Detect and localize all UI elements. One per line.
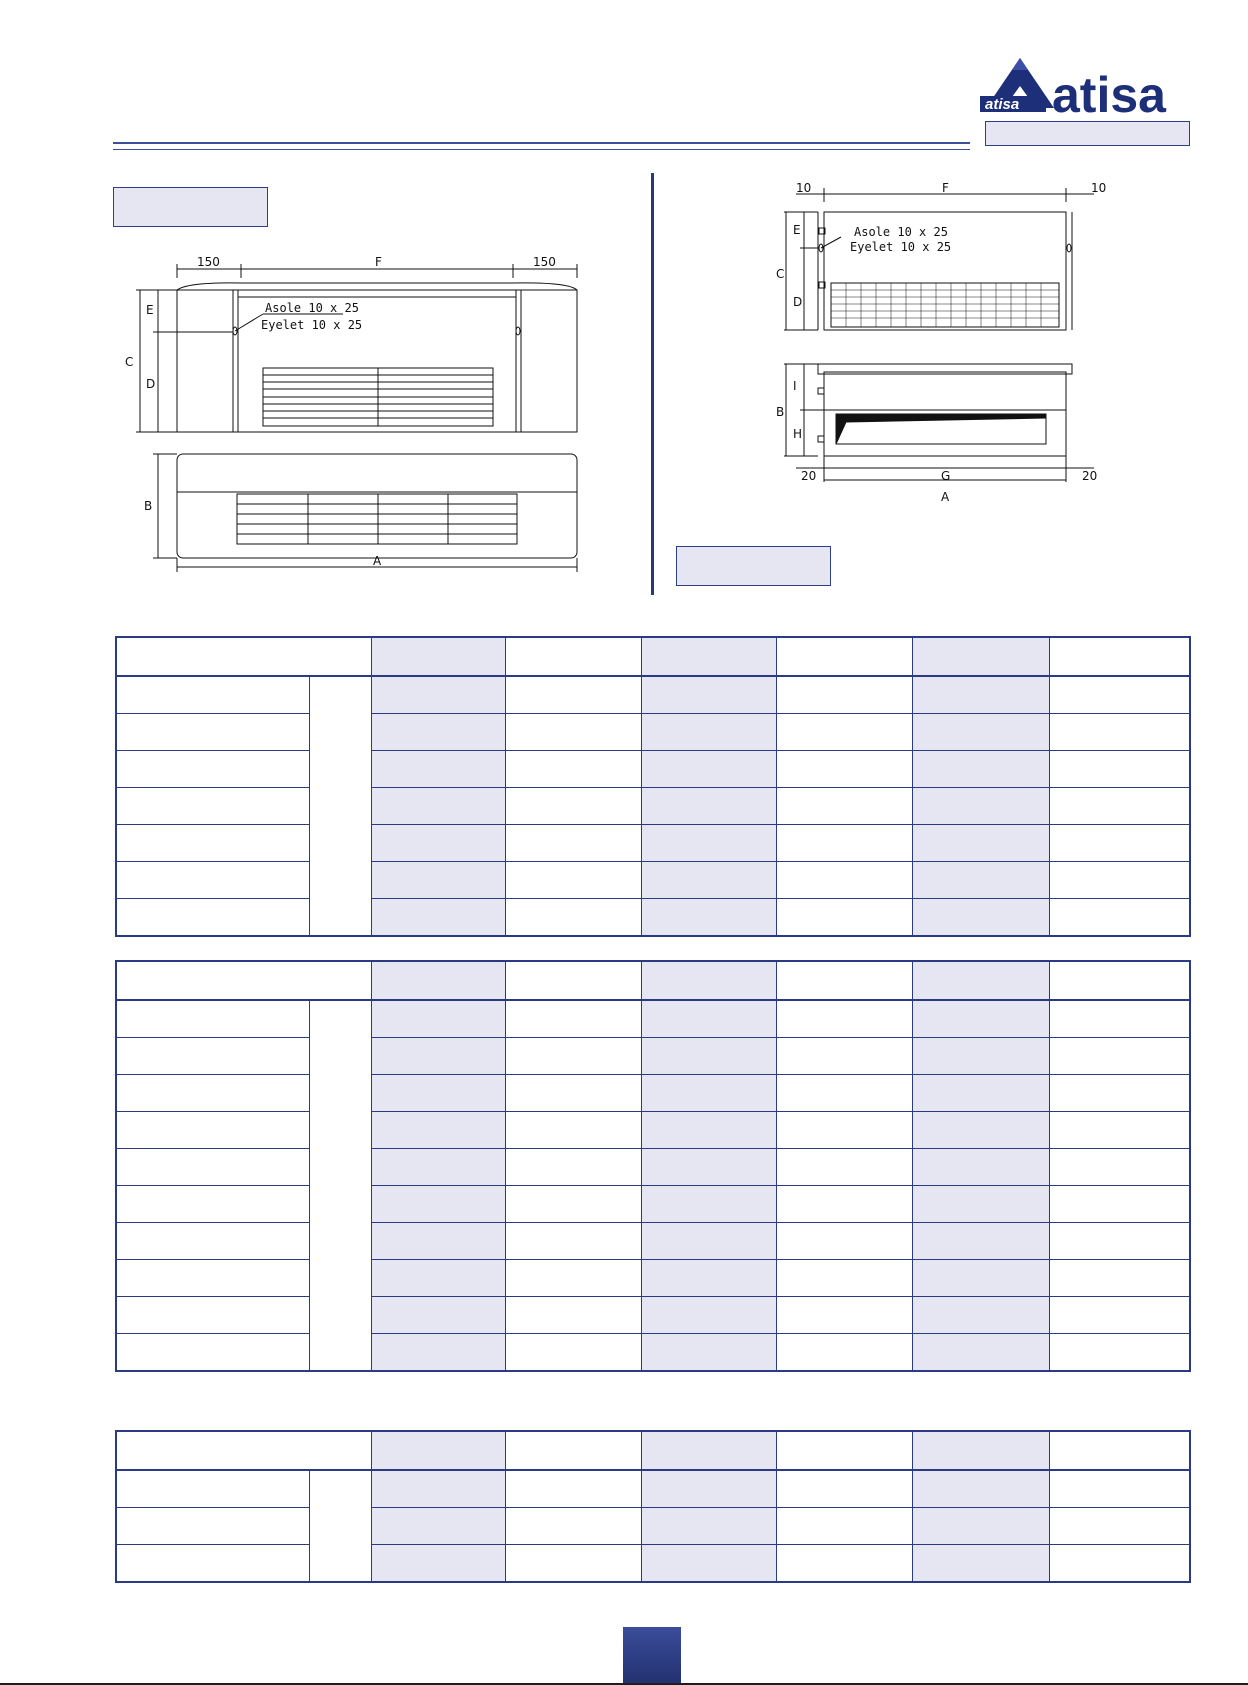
spec-table-2 bbox=[115, 960, 1191, 1372]
table-cell bbox=[1050, 825, 1190, 862]
table-cell bbox=[641, 1000, 776, 1038]
table-cell bbox=[641, 825, 776, 862]
table-cell bbox=[777, 676, 913, 714]
table-cell bbox=[505, 1260, 641, 1297]
table-cell bbox=[641, 1297, 776, 1334]
left-dim-f: F bbox=[375, 255, 382, 269]
table-cell bbox=[777, 1508, 913, 1545]
table-row bbox=[116, 788, 1190, 825]
table-cell bbox=[505, 1334, 641, 1372]
table-cell bbox=[777, 1545, 913, 1583]
table-cell bbox=[913, 788, 1050, 825]
spec-table-3 bbox=[115, 1430, 1191, 1583]
table-cell bbox=[913, 1508, 1050, 1545]
table-header-cell bbox=[371, 961, 505, 1000]
table-header-cell bbox=[505, 637, 641, 676]
table-header-cell bbox=[777, 961, 913, 1000]
table-cell bbox=[777, 751, 913, 788]
table-header-cell bbox=[641, 637, 776, 676]
table-cell bbox=[1050, 1545, 1190, 1583]
row-label-cell bbox=[116, 899, 309, 937]
row-label-cell bbox=[116, 1149, 309, 1186]
table-cell bbox=[913, 1260, 1050, 1297]
table-header-label-cell bbox=[116, 961, 371, 1000]
table-row bbox=[116, 1508, 1190, 1545]
left-label-e: E bbox=[146, 303, 154, 317]
row-label-cell bbox=[116, 751, 309, 788]
right-dim-20a: 20 bbox=[801, 469, 817, 483]
left-label-a: A bbox=[373, 554, 382, 568]
table-cell bbox=[913, 1038, 1050, 1075]
table-cell bbox=[1050, 1508, 1190, 1545]
table-row bbox=[116, 1038, 1190, 1075]
table-header-cell bbox=[1050, 961, 1190, 1000]
unit-cell bbox=[309, 676, 371, 936]
table-cell bbox=[371, 1260, 505, 1297]
table-cell bbox=[1050, 1038, 1190, 1075]
table-cell bbox=[1050, 1149, 1190, 1186]
table-cell bbox=[641, 1260, 776, 1297]
table-header-cell bbox=[505, 961, 641, 1000]
left-label-d: D bbox=[146, 377, 156, 391]
table-cell bbox=[641, 862, 776, 899]
table-row bbox=[116, 1334, 1190, 1372]
right-label-g: G bbox=[941, 469, 951, 483]
table-row bbox=[116, 1149, 1190, 1186]
table-cell bbox=[1050, 1112, 1190, 1149]
table-cell bbox=[913, 825, 1050, 862]
svg-text:atisa: atisa bbox=[985, 96, 1020, 113]
table-row bbox=[116, 1297, 1190, 1334]
right-dim-f: F bbox=[942, 182, 949, 195]
table-cell bbox=[371, 1149, 505, 1186]
right-section-label bbox=[676, 546, 831, 586]
table-cell bbox=[913, 1000, 1050, 1038]
table-cell bbox=[371, 1186, 505, 1223]
table-cell bbox=[913, 1075, 1050, 1112]
table-cell bbox=[641, 1038, 776, 1075]
table-cell bbox=[1050, 1223, 1190, 1260]
left-label-b: B bbox=[144, 499, 153, 513]
row-label-cell bbox=[116, 714, 309, 751]
table-cell bbox=[1050, 1000, 1190, 1038]
table-row bbox=[116, 1545, 1190, 1583]
right-label-e: E bbox=[793, 223, 801, 237]
drawing-left bbox=[113, 252, 598, 577]
table-row bbox=[116, 899, 1190, 937]
right-note-line1: Asole 10 x 25 bbox=[854, 225, 948, 239]
table-cell bbox=[371, 1223, 505, 1260]
right-label-h: H bbox=[793, 427, 803, 441]
table-cell bbox=[641, 1075, 776, 1112]
left-dim-150a: 150 bbox=[197, 255, 220, 269]
right-dim-10b: 10 bbox=[1091, 182, 1107, 195]
table-cell bbox=[913, 1545, 1050, 1583]
table-cell bbox=[371, 1000, 505, 1038]
table-cell bbox=[505, 1223, 641, 1260]
table-cell bbox=[505, 825, 641, 862]
table-cell bbox=[505, 1149, 641, 1186]
table-cell bbox=[777, 825, 913, 862]
table-cell bbox=[505, 1508, 641, 1545]
unit-cell bbox=[309, 1470, 371, 1582]
row-label-cell bbox=[116, 1000, 309, 1038]
table-cell bbox=[777, 862, 913, 899]
table-cell bbox=[641, 714, 776, 751]
table-cell bbox=[641, 1470, 776, 1508]
table-row bbox=[116, 1186, 1190, 1223]
table-cell bbox=[777, 788, 913, 825]
table-cell bbox=[913, 862, 1050, 899]
table-cell bbox=[777, 1000, 913, 1038]
right-label-i: I bbox=[793, 379, 797, 393]
table-cell bbox=[1050, 862, 1190, 899]
table-header-cell bbox=[913, 961, 1050, 1000]
table-cell bbox=[505, 1112, 641, 1149]
left-section-label bbox=[113, 187, 268, 227]
table-header-cell bbox=[913, 1431, 1050, 1470]
right-label-b: B bbox=[776, 405, 785, 419]
table-cell bbox=[777, 1186, 913, 1223]
table-header-label-cell bbox=[116, 1431, 371, 1470]
table-cell bbox=[1050, 788, 1190, 825]
table-row bbox=[116, 676, 1190, 714]
table-cell bbox=[913, 1112, 1050, 1149]
table-cell bbox=[1050, 676, 1190, 714]
table-cell bbox=[913, 899, 1050, 937]
header-rule bbox=[113, 142, 970, 150]
table-header-cell bbox=[371, 637, 505, 676]
table-cell bbox=[505, 1038, 641, 1075]
table-row bbox=[116, 1260, 1190, 1297]
table-cell bbox=[371, 1112, 505, 1149]
table-row bbox=[116, 1112, 1190, 1149]
table-row bbox=[116, 1223, 1190, 1260]
table-cell bbox=[1050, 751, 1190, 788]
atisa-logo bbox=[980, 56, 1192, 120]
table-cell bbox=[505, 788, 641, 825]
table-cell bbox=[505, 1470, 641, 1508]
table-header-cell bbox=[641, 961, 776, 1000]
table-cell bbox=[913, 714, 1050, 751]
table-cell bbox=[777, 1260, 913, 1297]
row-label-cell bbox=[116, 1297, 309, 1334]
table-cell bbox=[913, 676, 1050, 714]
row-label-cell bbox=[116, 1508, 309, 1545]
table-cell bbox=[371, 751, 505, 788]
row-label-cell bbox=[116, 1186, 309, 1223]
page-number-tab bbox=[623, 1627, 681, 1685]
table-cell bbox=[371, 1297, 505, 1334]
row-label-cell bbox=[116, 862, 309, 899]
table-cell bbox=[641, 676, 776, 714]
table-cell bbox=[1050, 1260, 1190, 1297]
table-cell bbox=[913, 1149, 1050, 1186]
table-header-cell bbox=[777, 1431, 913, 1470]
row-label-cell bbox=[116, 1112, 309, 1149]
table-header-cell bbox=[1050, 1431, 1190, 1470]
table-cell bbox=[371, 1038, 505, 1075]
row-label-cell bbox=[116, 1334, 309, 1372]
table-cell bbox=[1050, 1334, 1190, 1372]
right-note-line2: Eyelet 10 x 25 bbox=[850, 240, 952, 254]
table-row bbox=[116, 751, 1190, 788]
table-cell bbox=[1050, 1470, 1190, 1508]
table-cell bbox=[913, 1186, 1050, 1223]
table-cell bbox=[505, 714, 641, 751]
table-cell bbox=[1050, 1297, 1190, 1334]
table-cell bbox=[641, 788, 776, 825]
table-cell bbox=[777, 899, 913, 937]
table-header-label-cell bbox=[116, 637, 371, 676]
table-cell bbox=[641, 1149, 776, 1186]
table-row bbox=[116, 862, 1190, 899]
table-cell bbox=[505, 1186, 641, 1223]
drawing-right bbox=[776, 182, 1126, 507]
left-label-c: C bbox=[125, 355, 134, 369]
row-label-cell bbox=[116, 1075, 309, 1112]
row-label-cell bbox=[116, 676, 309, 714]
table-row bbox=[116, 714, 1190, 751]
table-cell bbox=[1050, 899, 1190, 937]
table-cell bbox=[913, 1223, 1050, 1260]
table-cell bbox=[371, 1470, 505, 1508]
table-cell bbox=[777, 714, 913, 751]
table-cell bbox=[777, 1334, 913, 1372]
table-cell bbox=[505, 1545, 641, 1583]
row-label-cell bbox=[116, 1545, 309, 1583]
table-cell bbox=[371, 788, 505, 825]
table-cell bbox=[505, 676, 641, 714]
table-cell bbox=[371, 1075, 505, 1112]
table-cell bbox=[1050, 714, 1190, 751]
table-cell bbox=[777, 1149, 913, 1186]
spec-table-1 bbox=[115, 636, 1191, 937]
table-cell bbox=[505, 1000, 641, 1038]
table-header-cell bbox=[641, 1431, 776, 1470]
left-note-line2: Eyelet 10 x 25 bbox=[261, 318, 363, 332]
table-cell bbox=[641, 899, 776, 937]
table-cell bbox=[371, 1545, 505, 1583]
table-cell bbox=[1050, 1075, 1190, 1112]
row-label-cell bbox=[116, 1470, 309, 1508]
table-cell bbox=[777, 1223, 913, 1260]
table-row bbox=[116, 1470, 1190, 1508]
table-cell bbox=[913, 1297, 1050, 1334]
right-dim-10a: 10 bbox=[796, 182, 812, 195]
table-cell bbox=[913, 1334, 1050, 1372]
right-label-a: A bbox=[941, 490, 950, 504]
row-label-cell bbox=[116, 788, 309, 825]
table-header-cell bbox=[1050, 637, 1190, 676]
row-label-cell bbox=[116, 1223, 309, 1260]
table-cell bbox=[777, 1470, 913, 1508]
table-cell bbox=[371, 1508, 505, 1545]
table-header-cell bbox=[371, 1431, 505, 1470]
row-label-cell bbox=[116, 825, 309, 862]
table-row bbox=[116, 1000, 1190, 1038]
svg-text:atisa: atisa bbox=[1052, 67, 1166, 120]
table-cell bbox=[505, 1297, 641, 1334]
table-cell bbox=[641, 751, 776, 788]
table-cell bbox=[777, 1297, 913, 1334]
table-cell bbox=[505, 1075, 641, 1112]
table-cell bbox=[641, 1186, 776, 1223]
table-cell bbox=[777, 1075, 913, 1112]
right-label-d: D bbox=[793, 295, 803, 309]
table-cell bbox=[641, 1223, 776, 1260]
table-cell bbox=[371, 714, 505, 751]
table-cell bbox=[641, 1334, 776, 1372]
table-cell bbox=[913, 751, 1050, 788]
table-cell bbox=[371, 899, 505, 937]
table-cell bbox=[641, 1112, 776, 1149]
table-cell bbox=[505, 751, 641, 788]
table-cell bbox=[641, 1508, 776, 1545]
table-header-cell bbox=[913, 637, 1050, 676]
vertical-divider bbox=[651, 173, 654, 595]
table-cell bbox=[1050, 1186, 1190, 1223]
header-tag bbox=[985, 121, 1190, 146]
table-cell bbox=[505, 899, 641, 937]
table-header-cell bbox=[777, 637, 913, 676]
left-note-line1: Asole 10 x 25 bbox=[265, 301, 359, 315]
right-label-c: C bbox=[776, 267, 785, 281]
unit-cell bbox=[309, 1000, 371, 1371]
right-dim-20b: 20 bbox=[1082, 469, 1098, 483]
table-row bbox=[116, 825, 1190, 862]
row-label-cell bbox=[116, 1038, 309, 1075]
table-header-cell bbox=[505, 1431, 641, 1470]
table-cell bbox=[777, 1038, 913, 1075]
table-cell bbox=[371, 1334, 505, 1372]
table-cell bbox=[371, 862, 505, 899]
table-cell bbox=[371, 825, 505, 862]
table-cell bbox=[913, 1470, 1050, 1508]
left-dim-150b: 150 bbox=[533, 255, 556, 269]
table-cell bbox=[641, 1545, 776, 1583]
row-label-cell bbox=[116, 1260, 309, 1297]
table-cell bbox=[371, 676, 505, 714]
table-row bbox=[116, 1075, 1190, 1112]
table-cell bbox=[505, 862, 641, 899]
table-cell bbox=[777, 1112, 913, 1149]
